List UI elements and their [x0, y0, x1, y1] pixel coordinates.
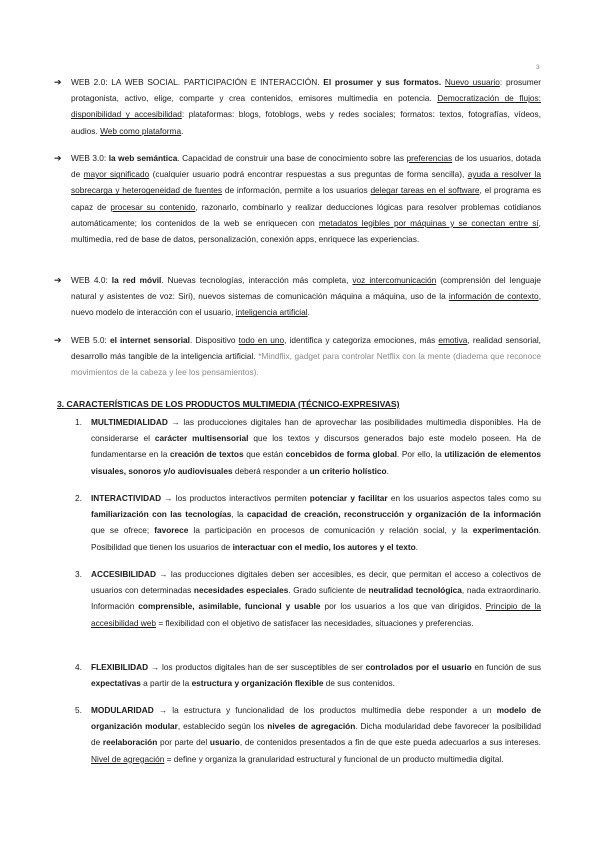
web-5-item: ➔ WEB 5.0: el internet sensorial. Dispositivo todo en uno, identifica y categoriza emociones, más emotiva, realidad sensorial, desarrollo más tangible de la inteligencia artificial. *Mindflix, gadget para controlar Netflix con la mente (diadema que reconoce movimientos de la cabeza y lee los pensamientos). [71, 332, 541, 381]
web-3-item: ➔ WEB 3.0: la web semántica. Capacidad de construir una base de conocimiento sobre las preferencias de los usuarios, dotada de mayor significado (cualquier usuario podrá encontrar respuestas a sus preguntas de forma sencilla), ayuda a resolver la sobrecarga y heterogeneidad de fuentes de información, permite a los usuarios delegar tareas en el software, el programa es capaz de procesar su contenido, razonarlo, combinarlo y realizar deducciones lógicas para resolver problemas cotidianos automáticamente; los contenidos de la web se enriquecen con metadatos legibles por máquinas y se conectan entre sí, multimedia, red de base de datos, personalización, conexión apps, enriquece las experiencias. [71, 150, 541, 247]
arrow-right-icon: ➔ [54, 77, 62, 87]
characteristic-item: 2. INTERACTIVIDAD → los productos interactivos permiten potenciar y facilitar en los usuarios aspectos tales como su familiarización con las tecnologías, la capacidad de creación, reconstrucción y organización de la información que se ofrece; favorece la participación en procesos de comunicación y relación social, y la experimentación. Posibilidad que tienen los usuarios de interactuar con el medio, los autores y el texto. [75, 493, 541, 552]
web-2-item: ➔ WEB 2.0: LA WEB SOCIAL. PARTICIPACIÓN E INTERACCIÓN. El prosumer y sus formatos. Nuevo usuario: prosumer protagonista, activo, elige, comparte y crea contenidos, emisores multimedia en potencia. Democratización de flujos: disponibilidad y accesibilidad: plataformas: blogs, fotoblogs, webs y redes sociales; formatos: textos, fotografías, vídeos, audios. Web como plataforma. [71, 74, 541, 139]
characteristic-item: 3. ACCESIBILIDAD → las producciones digitales deben ser accesibles, es decir, que permitan el acceso a colectivos de usuarios con determinadas necesidades especiales. Grado suficiente de neutralidad tecnológica, nada extraordinario. Información comprensible, asimilable, funcional y usable por los usuarios a los que van dirigidos. Principio de la accesibilidad web = flexibilidad con el objetivo de satisfacer las necesidades, situaciones y preferencias. [75, 569, 541, 628]
arrow-right-icon: ➔ [54, 275, 62, 285]
section-title: 3. CARACTERÍSTICAS DE LOS PRODUCTOS MULTIMEDIA (TÉCNICO-EXPRESIVAS) [57, 399, 400, 409]
characteristic-item: 5. MODULARIDAD → la estructura y funcionalidad de los productos multimedia debe responder a un modelo de organización modular, establecido según los niveles de agregación. Dicha modularidad debe favorecer la posibilidad de reelaboración por parte del usuario, de contenidos presentados a fin de que este pueda adecuarlos a sus intereses. Nivel de agregación = define y organiza la granularidad estructural y funcional de un producto multimedia digital. [75, 705, 541, 764]
page-number: 3 [536, 64, 540, 71]
web-4-item: ➔ WEB 4.0: la red móvil. Nuevas tecnologías, interacción más completa, voz intercomunicación (comprensión del lenguaje natural y asistentes de voz: Siri), nuevos sistemas de comunicación máquina a máquina, uso de la información de contexto, nuevo modelo de interacción con el usuario, inteligencia artificial. [71, 272, 541, 321]
characteristic-item: 1. MULTIMEDIALIDAD → las producciones digitales han de aprovechar las posibilidades multimedia disponibles. Ha de considerarse el carácter multisensorial que los textos y discursos generados bajo este modelo poseen. Ha de fundamentarse en la creación de textos que están concebidos de forma global. Por ello, la utilización de elementos visuales, sonoros y/o audiovisuales deberá responder a un criterio holístico. [75, 417, 542, 476]
arrow-right-icon: ➔ [54, 335, 62, 345]
arrow-right-icon: ➔ [54, 153, 62, 163]
characteristic-item: 4. FLEXIBILIDAD → los productos digitales han de ser susceptibles de ser controlados por el usuario en función de sus expectativas a partir de la estructura y organización flexible de sus contenidos. [75, 662, 542, 689]
